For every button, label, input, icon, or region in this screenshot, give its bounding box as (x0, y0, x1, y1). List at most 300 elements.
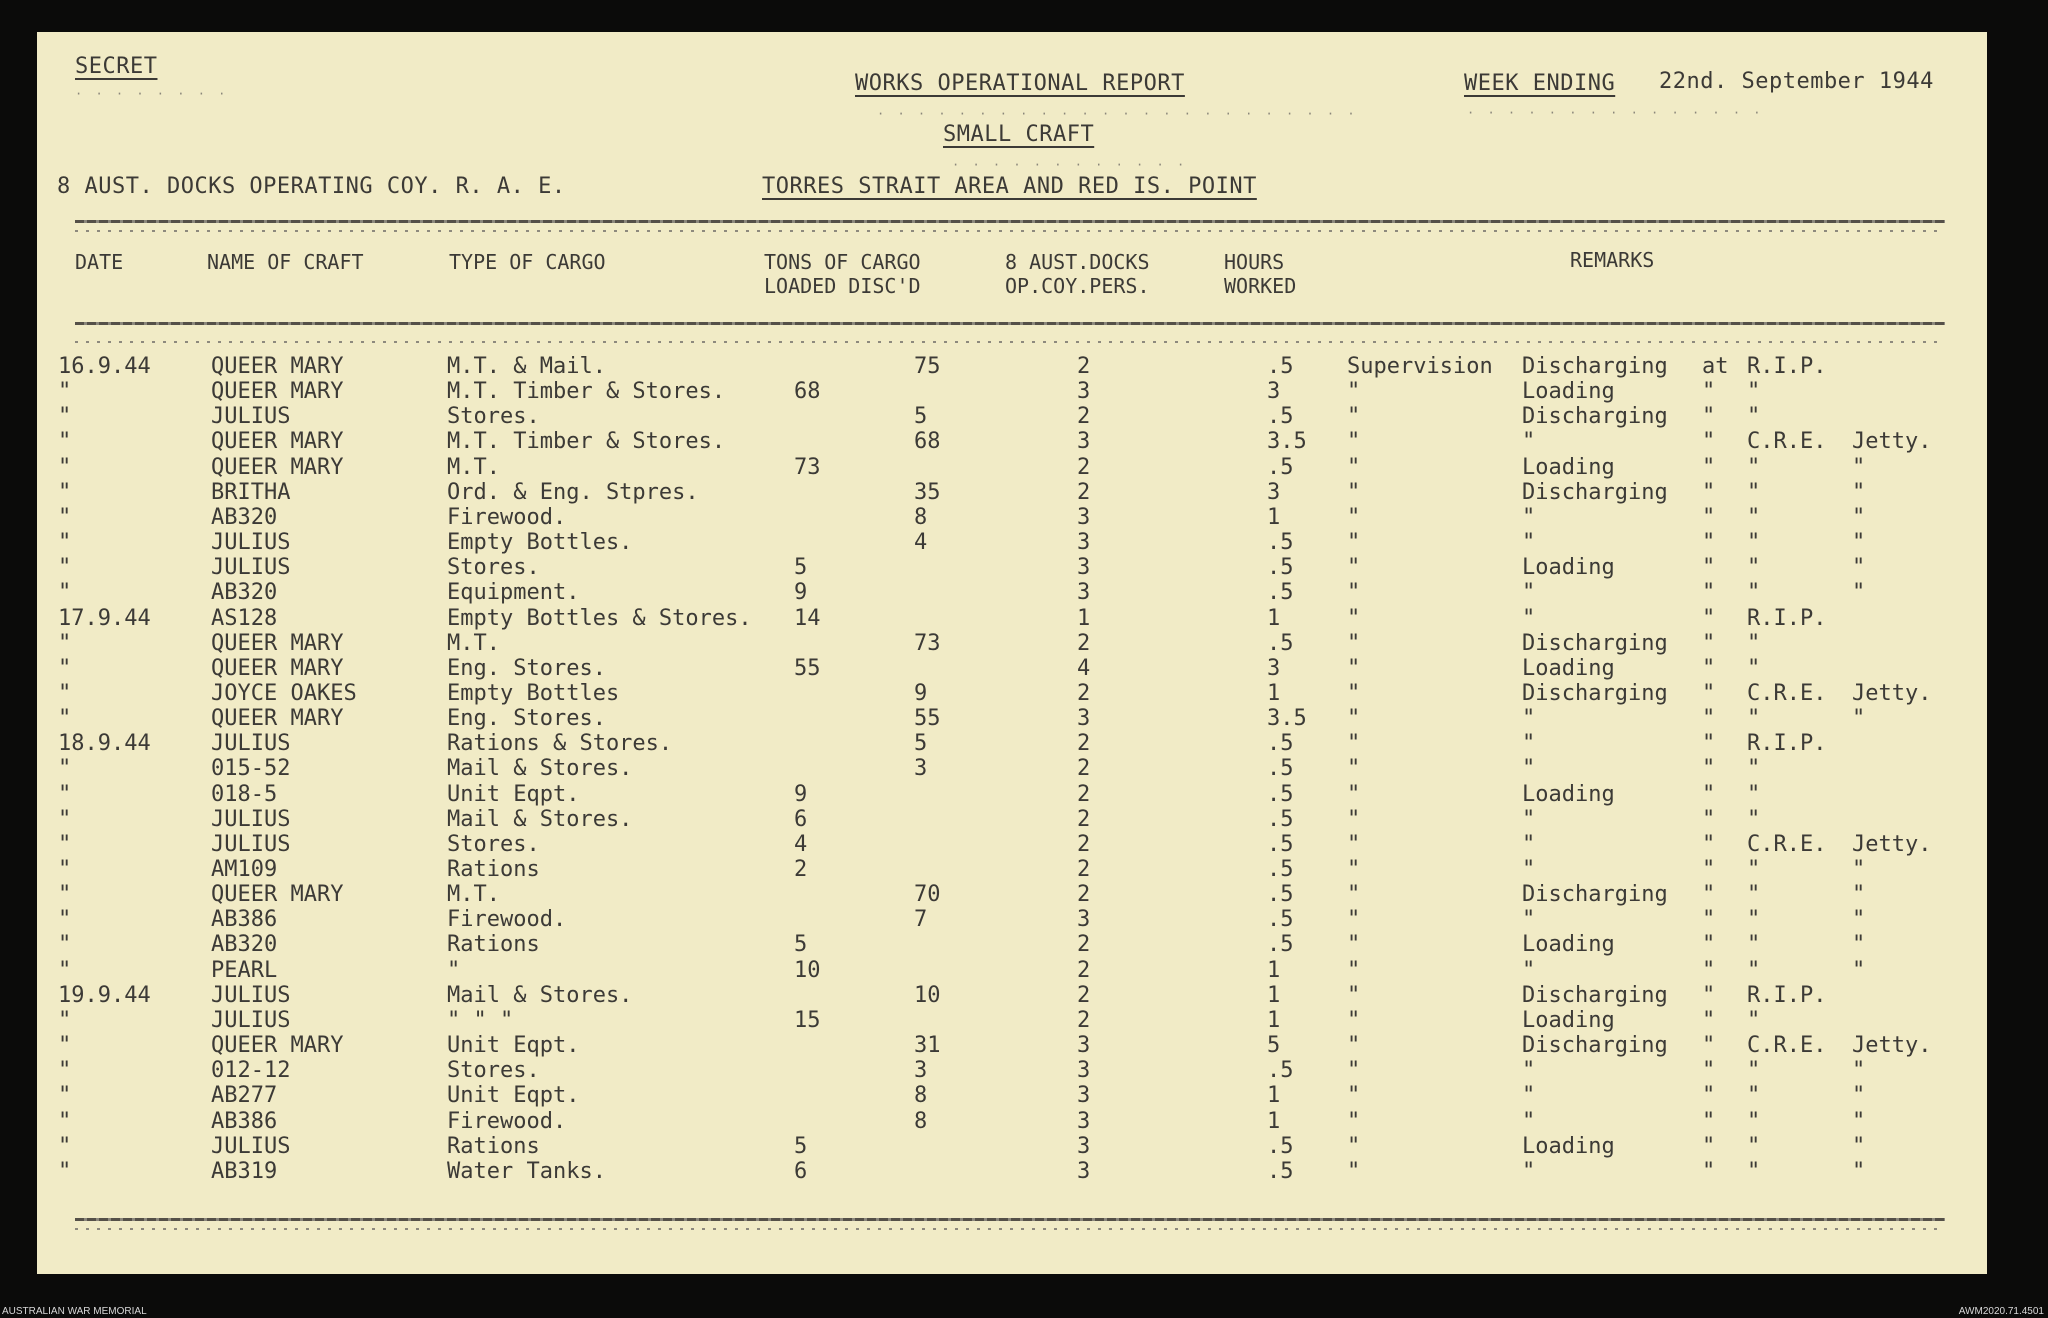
row-hours-worked: 1 (1267, 1007, 1281, 1033)
row-remark-jetty: " (1852, 857, 1866, 882)
row-date: " (58, 580, 72, 606)
row-remark-operation: Discharging (1522, 982, 1668, 1008)
row-cargo-type: Unit Eqpt. (447, 1083, 580, 1109)
row-craft-name: PEARL (211, 957, 278, 983)
row-remark-at: " (1702, 857, 1716, 882)
row-remark-supervision: " (1347, 1158, 1361, 1184)
row-remark-operation: " (1522, 1108, 1536, 1134)
table-row (37, 530, 1987, 555)
row-remark-jetty: " (1852, 580, 1866, 606)
row-hours-worked: 1 (1267, 982, 1281, 1008)
row-remark-operation: Loading (1522, 655, 1615, 681)
row-remark-operation: Loading (1522, 1133, 1615, 1159)
row-personnel: 2 (1077, 630, 1091, 656)
row-remark-operation: Loading (1522, 379, 1615, 405)
row-remark-supervision: " (1347, 907, 1361, 933)
table-row (37, 907, 1987, 932)
row-tons-discharged: 35 (914, 479, 941, 505)
row-date: " (58, 504, 72, 530)
row-tons-loaded: 4 (794, 831, 808, 857)
row-remark-jetty: " (1852, 706, 1866, 732)
row-personnel: 2 (1077, 932, 1091, 958)
table-row (37, 857, 1987, 882)
row-tons-discharged: 5 (914, 404, 928, 430)
row-remark-operation: " (1522, 907, 1536, 933)
table-row (37, 1033, 1987, 1058)
row-craft-name: BRITHA (211, 479, 291, 505)
row-craft-name: 015-52 (211, 756, 291, 782)
row-cargo-type: M.T. Timber & Stores. (447, 429, 726, 455)
row-remark-operation: Loading (1522, 555, 1615, 581)
row-craft-name: AS128 (211, 605, 278, 631)
row-date: " (58, 454, 72, 480)
row-personnel: 3 (1077, 429, 1091, 455)
row-remark-operation: " (1522, 1058, 1536, 1084)
row-remark-jetty: " (1852, 479, 1866, 505)
unit-name: 8 AUST. DOCKS OPERATING COY. R. A. E. (57, 174, 566, 199)
row-hours-worked: .5 (1267, 756, 1294, 782)
row-personnel: 3 (1077, 555, 1091, 581)
table-row (37, 1058, 1987, 1083)
row-cargo-type: Stores. (447, 404, 540, 430)
row-cargo-type: Mail & Stores. (447, 756, 633, 782)
row-date: " (58, 1158, 72, 1184)
row-remark-location: " (1747, 882, 1761, 908)
row-cargo-type: Rations & Stores. (447, 731, 673, 757)
row-remark-at: " (1702, 1133, 1716, 1159)
row-remark-at: " (1702, 731, 1716, 757)
row-tons-loaded: 9 (794, 580, 808, 606)
row-hours-worked: .5 (1267, 404, 1294, 430)
row-date: " (58, 630, 72, 656)
row-date: " (58, 680, 72, 706)
row-remark-at: " (1702, 932, 1716, 958)
row-tons-loaded: 6 (794, 1158, 808, 1184)
row-tons-loaded: 68 (794, 379, 821, 405)
row-date: 16.9.44 (58, 354, 151, 379)
table-row (37, 1083, 1987, 1108)
row-date: " (58, 857, 72, 882)
row-tons-discharged: 3 (914, 1058, 928, 1084)
row-remark-at: " (1702, 379, 1716, 405)
row-personnel: 2 (1077, 454, 1091, 480)
row-remark-supervision: " (1347, 1033, 1361, 1059)
row-remark-operation: " (1522, 1158, 1536, 1184)
row-cargo-type: Eng. Stores. (447, 706, 606, 732)
footer-archive-name: AUSTRALIAN WAR MEMORIAL (2, 1306, 147, 1317)
row-remark-at: " (1702, 479, 1716, 505)
row-tons-loaded: 2 (794, 857, 808, 882)
row-remark-jetty: " (1852, 1108, 1866, 1134)
row-hours-worked: .5 (1267, 932, 1294, 958)
row-cargo-type: Rations (447, 1133, 540, 1159)
row-personnel: 2 (1077, 857, 1091, 882)
table-row (37, 656, 1987, 681)
row-remark-supervision: " (1347, 630, 1361, 656)
row-craft-name: QUEER MARY (211, 655, 344, 681)
table-rule-end-dots (75, 1228, 1945, 1230)
header-rule-bottom (75, 322, 1945, 325)
document-page (37, 32, 1987, 1274)
row-craft-name: JULIUS (211, 1133, 291, 1159)
row-remark-location: R.I.P. (1747, 731, 1827, 757)
row-remark-operation: Loading (1522, 781, 1615, 807)
table-row (37, 782, 1987, 807)
row-remark-supervision: " (1347, 781, 1361, 807)
row-date: 19.9.44 (58, 982, 151, 1008)
row-tons-discharged: 5 (914, 731, 928, 757)
row-craft-name: JULIUS (211, 831, 291, 857)
row-tons-loaded: 14 (794, 605, 821, 631)
row-remark-location: " (1747, 379, 1761, 405)
row-remark-jetty: " (1852, 1133, 1866, 1159)
row-remark-jetty: " (1852, 1158, 1866, 1184)
row-remark-operation: " (1522, 756, 1536, 782)
row-cargo-type: Unit Eqpt. (447, 781, 580, 807)
row-remark-at: " (1702, 756, 1716, 782)
row-remark-jetty: " (1852, 1083, 1866, 1109)
row-date: " (58, 1108, 72, 1134)
row-remark-location: " (1747, 706, 1761, 732)
row-tons-discharged: 3 (914, 756, 928, 782)
row-date: 17.9.44 (58, 605, 151, 631)
row-personnel: 3 (1077, 504, 1091, 530)
table-row (37, 379, 1987, 404)
row-craft-name: QUEER MARY (211, 454, 344, 480)
row-personnel: 2 (1077, 479, 1091, 505)
row-date: " (58, 706, 72, 732)
row-tons-loaded: 10 (794, 957, 821, 983)
row-tons-loaded: 5 (794, 932, 808, 958)
row-remark-location: " (1747, 857, 1761, 882)
row-remark-at: " (1702, 907, 1716, 933)
row-personnel: 3 (1077, 1058, 1091, 1084)
row-remark-supervision: " (1347, 454, 1361, 480)
row-remark-supervision: " (1347, 429, 1361, 455)
row-tons-discharged: 55 (914, 706, 941, 732)
table-row (37, 1159, 1987, 1184)
table-row (37, 429, 1987, 454)
row-date: " (58, 806, 72, 832)
row-remark-at: " (1702, 680, 1716, 706)
row-remark-at: " (1702, 1083, 1716, 1109)
row-remark-supervision: " (1347, 530, 1361, 556)
column-header-personnel-line1: 8 AUST.DOCKS (1005, 250, 1150, 274)
row-tons-discharged: 75 (914, 354, 941, 379)
row-remark-operation: Discharging (1522, 630, 1668, 656)
row-craft-name: QUEER MARY (211, 379, 344, 405)
row-cargo-type: Stores. (447, 1058, 540, 1084)
row-craft-name: AB386 (211, 1108, 278, 1134)
row-remark-supervision: " (1347, 680, 1361, 706)
row-remark-location: " (1747, 1083, 1761, 1109)
row-cargo-type: Empty Bottles & Stores. (447, 605, 752, 631)
decorative-dots: · · · · · · · · · · · · (952, 158, 1188, 172)
row-hours-worked: 3 (1267, 479, 1281, 505)
row-date: " (58, 379, 72, 405)
row-cargo-type: Ord. & Eng. Stpres. (447, 479, 699, 505)
table-row (37, 756, 1987, 781)
row-remark-operation: Loading (1522, 1007, 1615, 1033)
row-personnel: 2 (1077, 731, 1091, 757)
row-hours-worked: 1 (1267, 1083, 1281, 1109)
row-tons-discharged: 68 (914, 429, 941, 455)
row-remark-location: " (1747, 806, 1761, 832)
column-header-remarks: REMARKS (1570, 248, 1655, 272)
row-tons-discharged: 10 (914, 982, 941, 1008)
row-craft-name: AB386 (211, 907, 278, 933)
row-tons-discharged: 8 (914, 1083, 928, 1109)
table-row (37, 404, 1987, 429)
column-header-personnel (1005, 250, 1150, 298)
row-cargo-type: M.T. Timber & Stores. (447, 379, 726, 405)
row-date: " (58, 907, 72, 933)
row-remark-location: R.I.P. (1747, 982, 1827, 1008)
row-remark-location: " (1747, 1108, 1761, 1134)
table-row (37, 606, 1987, 631)
column-header-cargo: TYPE OF CARGO (449, 250, 606, 274)
row-remark-operation: Discharging (1522, 680, 1668, 706)
row-remark-supervision: " (1347, 555, 1361, 581)
row-cargo-type: Unit Eqpt. (447, 1033, 580, 1059)
row-remark-supervision: " (1347, 882, 1361, 908)
row-craft-name: QUEER MARY (211, 354, 344, 379)
row-hours-worked: .5 (1267, 806, 1294, 832)
row-personnel: 4 (1077, 655, 1091, 681)
row-personnel: 3 (1077, 706, 1091, 732)
row-personnel: 3 (1077, 907, 1091, 933)
row-tons-discharged: 9 (914, 680, 928, 706)
report-title: WORKS OPERATIONAL REPORT (855, 71, 1185, 96)
row-remark-supervision: " (1347, 857, 1361, 882)
row-date: " (58, 429, 72, 455)
row-remark-jetty: " (1852, 932, 1866, 958)
row-remark-at: " (1702, 831, 1716, 857)
area-name: TORRES STRAIT AREA AND RED IS. POINT (762, 174, 1257, 199)
row-date: " (58, 957, 72, 983)
row-cargo-type: M.T. (447, 882, 500, 908)
row-hours-worked: .5 (1267, 882, 1294, 908)
row-date: " (58, 1058, 72, 1084)
row-date: " (58, 756, 72, 782)
row-remark-location: " (1747, 454, 1761, 480)
table-row (37, 1109, 1987, 1134)
row-remark-jetty: " (1852, 907, 1866, 933)
row-cargo-type: Stores. (447, 831, 540, 857)
row-craft-name: QUEER MARY (211, 630, 344, 656)
row-remark-at: " (1702, 530, 1716, 556)
row-remark-at: at (1702, 354, 1729, 379)
row-date: " (58, 1033, 72, 1059)
row-personnel: 3 (1077, 1158, 1091, 1184)
table-row (37, 555, 1987, 580)
row-craft-name: AM109 (211, 857, 278, 882)
table-row (37, 505, 1987, 530)
row-hours-worked: .5 (1267, 831, 1294, 857)
row-remark-location: " (1747, 530, 1761, 556)
row-personnel: 2 (1077, 957, 1091, 983)
table-row (37, 455, 1987, 480)
row-remark-location: " (1747, 1158, 1761, 1184)
row-remark-location: " (1747, 781, 1761, 807)
row-remark-jetty: " (1852, 454, 1866, 480)
row-date: " (58, 1083, 72, 1109)
row-hours-worked: .5 (1267, 354, 1294, 379)
report-subtitle: SMALL CRAFT (943, 122, 1095, 147)
row-craft-name: JULIUS (211, 1007, 291, 1033)
row-remark-supervision: " (1347, 957, 1361, 983)
row-remark-location: " (1747, 479, 1761, 505)
row-remark-at: " (1702, 882, 1716, 908)
row-remark-location: " (1747, 555, 1761, 581)
row-hours-worked: 1 (1267, 504, 1281, 530)
column-header-craft: NAME OF CRAFT (207, 250, 364, 274)
row-cargo-type: M.T. & Mail. (447, 354, 606, 379)
row-tons-discharged: 73 (914, 630, 941, 656)
table-row (37, 731, 1987, 756)
row-craft-name: QUEER MARY (211, 429, 344, 455)
row-hours-worked: 1 (1267, 605, 1281, 631)
row-date: " (58, 555, 72, 581)
row-remark-jetty: " (1852, 957, 1866, 983)
row-craft-name: AB320 (211, 932, 278, 958)
row-craft-name: AB277 (211, 1083, 278, 1109)
row-craft-name: JULIUS (211, 731, 291, 757)
row-remark-location: " (1747, 907, 1761, 933)
header-rule-top (75, 220, 1945, 223)
column-header-hours (1224, 250, 1296, 298)
row-personnel: 2 (1077, 680, 1091, 706)
table-rule-dots (75, 341, 1945, 343)
row-personnel: 2 (1077, 354, 1091, 379)
row-date: " (58, 1007, 72, 1033)
row-remark-supervision: " (1347, 655, 1361, 681)
row-remark-jetty: " (1852, 530, 1866, 556)
row-remark-at: " (1702, 504, 1716, 530)
row-hours-worked: .5 (1267, 630, 1294, 656)
row-hours-worked: 3 (1267, 655, 1281, 681)
row-remark-supervision: Supervision (1347, 354, 1493, 379)
row-cargo-type: Water Tanks. (447, 1158, 606, 1184)
row-tons-discharged: 31 (914, 1033, 941, 1059)
row-remark-operation: Loading (1522, 454, 1615, 480)
row-cargo-type: M.T. (447, 454, 500, 480)
row-remark-location: C.R.E. (1747, 1033, 1827, 1059)
row-date: " (58, 655, 72, 681)
row-remark-operation: " (1522, 580, 1536, 606)
row-craft-name: JULIUS (211, 555, 291, 581)
row-personnel: 2 (1077, 831, 1091, 857)
row-cargo-type: Eng. Stores. (447, 655, 606, 681)
row-remark-supervision: " (1347, 1083, 1361, 1109)
column-header-date: DATE (75, 250, 124, 274)
row-tons-loaded: 5 (794, 1133, 808, 1159)
row-remark-jetty: Jetty. (1852, 1033, 1932, 1059)
row-hours-worked: .5 (1267, 1158, 1294, 1184)
row-remark-at: " (1702, 605, 1716, 631)
footer-archive-id: AWM2020.71.4501 (1958, 1306, 2044, 1317)
row-remark-at: " (1702, 706, 1716, 732)
row-remark-operation: Loading (1522, 932, 1615, 958)
row-remark-location: " (1747, 404, 1761, 430)
row-cargo-type: Rations (447, 932, 540, 958)
row-remark-operation: " (1522, 605, 1536, 631)
row-tons-loaded: 5 (794, 555, 808, 581)
row-craft-name: JULIUS (211, 404, 291, 430)
row-remark-at: " (1702, 555, 1716, 581)
row-remark-operation: " (1522, 857, 1536, 882)
row-remark-operation: Discharging (1522, 1033, 1668, 1059)
table-row (37, 480, 1987, 505)
row-tons-discharged: 8 (914, 504, 928, 530)
row-craft-name: 018-5 (211, 781, 278, 807)
row-remark-location: C.R.E. (1747, 831, 1827, 857)
row-date: " (58, 530, 72, 556)
row-hours-worked: 1 (1267, 957, 1281, 983)
secret-label: SECRET (75, 54, 158, 79)
row-remark-at: " (1702, 404, 1716, 430)
row-remark-supervision: " (1347, 806, 1361, 832)
row-cargo-type: " (447, 957, 461, 983)
row-remark-at: " (1702, 1033, 1716, 1059)
row-remark-supervision: " (1347, 479, 1361, 505)
row-remark-at: " (1702, 1108, 1716, 1134)
row-remark-at: " (1702, 655, 1716, 681)
row-personnel: 2 (1077, 1007, 1091, 1033)
row-hours-worked: .5 (1267, 1058, 1294, 1084)
row-remark-jetty: " (1852, 1058, 1866, 1084)
row-cargo-type: Empty Bottles (447, 680, 620, 706)
row-craft-name: JULIUS (211, 982, 291, 1008)
row-remark-supervision: " (1347, 379, 1361, 405)
row-date: 18.9.44 (58, 731, 151, 757)
column-header-hours-line1: HOURS (1224, 250, 1285, 274)
row-remark-supervision: " (1347, 831, 1361, 857)
table-row (37, 1134, 1987, 1159)
row-remark-supervision: " (1347, 580, 1361, 606)
row-tons-loaded: 73 (794, 454, 821, 480)
table-rule-end (75, 1218, 1945, 1221)
table-row (37, 807, 1987, 832)
row-remark-location: " (1747, 1007, 1761, 1033)
row-personnel: 1 (1077, 605, 1091, 631)
row-remark-operation: " (1522, 429, 1536, 455)
row-remark-supervision: " (1347, 1058, 1361, 1084)
row-remark-operation: " (1522, 731, 1536, 757)
row-personnel: 3 (1077, 1033, 1091, 1059)
row-remark-supervision: " (1347, 756, 1361, 782)
row-remark-operation: Discharging (1522, 479, 1668, 505)
row-remark-operation: " (1522, 530, 1536, 556)
row-remark-location: " (1747, 580, 1761, 606)
column-header-tons (764, 250, 921, 298)
row-remark-location: C.R.E. (1747, 429, 1827, 455)
column-header-personnel-line2: OP.COY.PERS. (1005, 274, 1150, 298)
row-craft-name: AB320 (211, 580, 278, 606)
row-remark-jetty: Jetty. (1852, 429, 1932, 455)
row-remark-jetty: " (1852, 555, 1866, 581)
row-personnel: 2 (1077, 982, 1091, 1008)
row-remark-supervision: " (1347, 605, 1361, 631)
table-row (37, 354, 1987, 379)
decorative-dots: · · · · · · · · · · · · · · · (1467, 106, 1764, 120)
row-tons-discharged: 8 (914, 1108, 928, 1134)
row-cargo-type: M.T. (447, 630, 500, 656)
row-personnel: 3 (1077, 1083, 1091, 1109)
row-cargo-type: Rations (447, 857, 540, 882)
row-remark-operation: " (1522, 806, 1536, 832)
row-craft-name: QUEER MARY (211, 1033, 344, 1059)
